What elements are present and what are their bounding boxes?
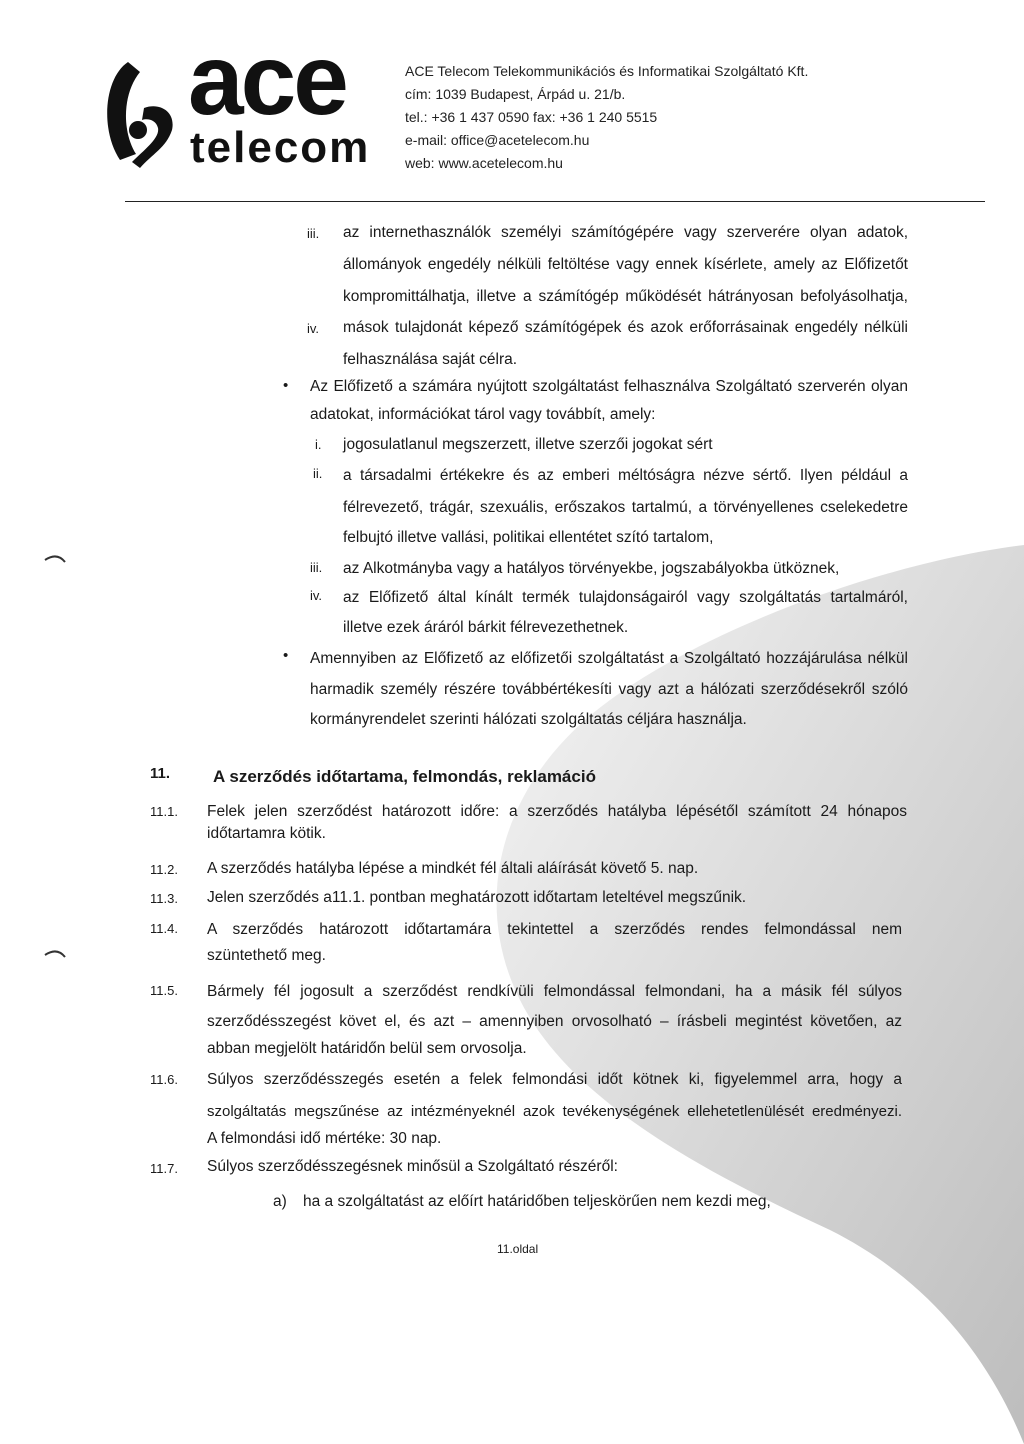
list-num: ii.: [313, 466, 323, 481]
paragraph: harmadik személy részére továbbértékesíti vagy azt a hálózati szerződésekről szóló: [310, 681, 908, 698]
clause-text: Felek jelen szerződést határozott időre: a szerződés hatályba lépésétől számított 24 hónapos: [207, 803, 907, 820]
list-text: felhasználása saját célra.: [343, 351, 518, 368]
paragraph: kormányrendelet szerinti hálózati szolgáltatás céljára használja.: [310, 711, 747, 728]
list-text: mások tulajdonát képező számítógépek és azok erőforrásainak engedély nélküli: [343, 319, 908, 336]
list-text: felbujtó illetve vallási, politikai ellentétet szító tartalom,: [343, 529, 714, 546]
bullet: •: [283, 377, 289, 394]
page-number: 11.oldal: [497, 1242, 539, 1256]
company-web: web: www.acetelecom.hu: [405, 155, 563, 171]
list-num-iii: iii.: [307, 226, 320, 241]
logo-word-ace: ace: [188, 24, 346, 136]
list-text: állományok engedély nélküli feltöltése vagy ennek kísérlete, amely az Előfizetőt: [343, 256, 908, 273]
paragraph: Amennyiben az Előfizető az előfizetői szolgáltatást a Szolgáltató hozzájárulása nélkül: [310, 650, 908, 667]
clause-num: 11.6.: [150, 1072, 178, 1087]
list-num: iv.: [310, 588, 323, 603]
company-phone: tel.: +36 1 437 0590 fax: +36 1 240 5515: [405, 109, 658, 125]
clause-text: Súlyos szerződésszegésnek minősül a Szolgáltató részéről:: [207, 1158, 618, 1175]
paragraph: Az Előfizető a számára nyújtott szolgáltatást felhasználva Szolgáltató szerverén olyan: [310, 378, 908, 395]
clause-text: Jelen szerződés a11.1. pontban meghatározott időtartam leteltével megszűnik.: [207, 889, 747, 906]
list-text: az Alkotmányba vagy a hatályos törvényekbe, jogszabályokba ütköznek,: [343, 560, 840, 577]
clause-text: A felmondási idő mértéke: 30 nap.: [207, 1130, 442, 1147]
sub-item-text: ha a szolgáltatást az előírt határidőben teljeskörűen nem kezdi meg,: [303, 1193, 771, 1210]
clause-text: szolgáltatás megszűnése az intézményeknél azok tevékenységének ellehetetlenülését eredményezi.: [207, 1103, 902, 1120]
header-divider: [125, 201, 985, 202]
company-address: cím: 1039 Budapest, Árpád u. 21/b.: [405, 86, 626, 102]
company-info: [405, 60, 808, 175]
clause-text: abban megjelölt határidőn belül sem orvosolja.: [207, 1040, 527, 1057]
list-text: az internethasználók személyi számítógépére vagy szerverére olyan adatok,: [343, 224, 908, 241]
list-text: a társadalmi értékekre és az emberi méltóságra nézve sértő. Ilyen például a: [343, 467, 908, 484]
bullet: •: [283, 647, 289, 664]
clause-text: A szerződés hatályba lépése a mindkét fél általi aláírását követő 5. nap.: [207, 860, 699, 877]
list-num: i.: [315, 437, 322, 452]
clause-num: 11.7.: [150, 1161, 178, 1176]
company-name: ACE Telecom Telekommunikációs és Informatikai Szolgáltató Kft.: [405, 63, 809, 79]
clause-num: 11.5.: [150, 983, 178, 998]
clause-text: időtartamra kötik.: [207, 825, 326, 842]
list-text: illetve ezek áráról bárkit félrevezethetnek.: [343, 619, 629, 636]
clause-num: 11.2.: [150, 862, 178, 877]
list-num-iv: iv.: [307, 321, 320, 336]
sub-item-label: a): [273, 1193, 287, 1210]
section-title: A szerződés időtartama, felmondás, reklamáció: [213, 767, 596, 786]
clause-text: Súlyos szerződésszegés esetén a felek felmondási időt kötnek ki, figyelemmel arra, hogy a: [207, 1071, 902, 1088]
logo-swirl-icon: [100, 50, 180, 180]
list-text: az Előfizető által kínált termék tulajdonságairól vagy szolgáltatás tartalmáról,: [343, 589, 908, 606]
clause-num: 11.3.: [150, 891, 178, 906]
paragraph: adatokat, információkat tárol vagy továbbít, amely:: [310, 406, 656, 423]
company-email: e-mail: office@acetelecom.hu: [405, 132, 590, 148]
clause-text: szüntethető meg.: [207, 947, 326, 964]
logo-word-telecom: telecom: [190, 123, 371, 172]
section-number: 11.: [150, 765, 171, 782]
clause-text: szerződésszegést követ el, és azt – amennyiben orvosolható – írásbeli megintést követően, az: [207, 1013, 902, 1030]
clause-text: A szerződés határozott időtartamára tekintettel a szerződés rendes felmondással nem: [207, 921, 902, 938]
clause-num: 11.1.: [150, 804, 178, 819]
clause-text: Bármely fél jogosult a szerződést rendkívüli felmondással felmondani, ha a másik fél súlyos: [207, 983, 902, 1000]
company-logo: [100, 24, 371, 180]
list-text: félrevezető, trágár, szexuális, erőszakos tartalmú, a törvényellenes cselekedetre: [343, 499, 908, 516]
list-num: iii.: [310, 560, 323, 575]
clause-num: 11.4.: [150, 921, 178, 936]
list-text: jogosulatlanul megszerzett, illetve szerzői jogokat sért: [343, 436, 713, 453]
list-text: kompromittálhatja, illetve a számítógép működését hátrányosan befolyásolhatja,: [343, 288, 908, 305]
